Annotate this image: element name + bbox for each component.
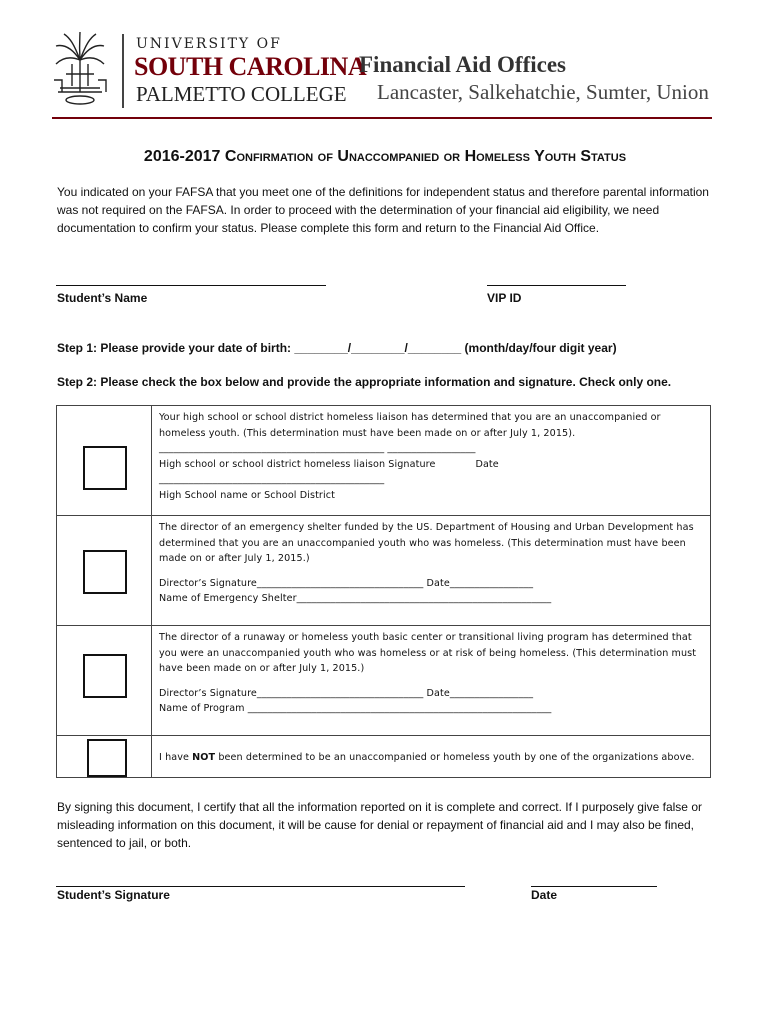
option-4-content xyxy=(159,750,700,766)
palmetto-tree-logo xyxy=(52,30,108,106)
vip-id-field[interactable] xyxy=(487,285,626,286)
options-table xyxy=(56,405,711,778)
option-2-name-line[interactable]: Name of Emergency Shelter____________________________________________________ xyxy=(159,593,552,604)
option-row-program xyxy=(57,626,710,736)
student-name-field[interactable] xyxy=(56,285,326,286)
option-3-text: The director of a runaway or homeless youth basic center or transitional living program has determined that you were an unaccompanied youth who was homeless or at risk of being homeless. (This determination must have been made on or after July 1, 2015.) xyxy=(159,632,697,674)
option-row-liaison xyxy=(57,406,710,516)
option-4-text xyxy=(159,750,700,766)
student-signature-label: Student’s Signature xyxy=(57,888,170,902)
option-1-name-label: High School name or School District xyxy=(159,489,335,501)
option-1-checkbox[interactable] xyxy=(83,446,127,490)
step2-instructions: Step 2: Please check the box below and provide the appropriate information and signature. Check only one. xyxy=(57,375,672,389)
signature-date-label: Date xyxy=(531,888,558,902)
option-row-shelter xyxy=(57,516,710,626)
step1-text: Step 1: Please provide your date of birth: ________/________/________ (month/day/four digit year) xyxy=(57,341,617,355)
option-3-checkbox[interactable] xyxy=(83,654,127,698)
university-line-2: SOUTH CAROLINA xyxy=(134,52,367,81)
step1-dob[interactable] xyxy=(57,341,617,355)
university-line-1: UNIVERSITY OF xyxy=(136,36,282,52)
header-divider xyxy=(122,34,124,108)
option-1-name-line[interactable]: ______________________________________________ xyxy=(159,474,385,485)
option-3-name-line[interactable]: Name of Program ______________________________________________________________ xyxy=(159,703,552,714)
option-3-content xyxy=(159,630,700,717)
office-title: Financial Aid Offices xyxy=(359,52,566,77)
option-4-checkbox[interactable] xyxy=(87,739,127,777)
signature-date-field[interactable] xyxy=(531,886,657,887)
option-4-text-bold: NOT xyxy=(192,752,216,763)
option-1-date-label: Date xyxy=(475,458,499,470)
option-1-signature-label xyxy=(159,457,700,473)
option-4-text-post: been determined to be an unaccompanied or homeless youth by one of the organizations above. xyxy=(215,752,695,763)
student-signature-field[interactable] xyxy=(56,886,465,887)
liaison-signature-label: High school or school district homeless liaison Signature xyxy=(159,458,436,470)
form-title: 2016-2017 Confirmation of Unaccompanied or Homeless Youth Status xyxy=(143,148,627,165)
option-2-content xyxy=(159,520,700,607)
student-name-label: Student’s Name xyxy=(57,291,148,305)
header-rule xyxy=(52,117,712,119)
intro-paragraph: You indicated on your FAFSA that you meet one of the definitions for independent status and therefore parental information was not required on the FAFSA. In order to proceed with the determination of your financial aid eligibility, we need documentation to confirm your status. Please complete this form and return to the Financial Aid Office. xyxy=(57,185,709,235)
option-2-text: The director of an emergency shelter funded by the US. Department of Housing and Urban Development has determined that you are an unaccompanied youth who was homeless. (This determination must have been made on or after July 1, 2015.) xyxy=(159,522,694,564)
vip-id-label: VIP ID xyxy=(487,291,522,305)
option-2-signature-line[interactable]: Director’s Signature__________________________________ Date_________________ xyxy=(159,577,534,589)
option-1-content xyxy=(159,410,700,503)
option-1-signature-line[interactable]: ______________________________________________ __________________ xyxy=(159,443,476,454)
university-line-3: PALMETTO COLLEGE xyxy=(136,82,347,106)
option-1-text: Your high school or school district homeless liaison has determined that you are an unaccompanied or homeless youth. (This determination must have been made on or after July 1, 2015). xyxy=(159,412,661,439)
option-row-not-determined xyxy=(57,736,710,779)
option-4-text-pre: I have xyxy=(159,752,193,763)
option-3-signature-line[interactable]: Director’s Signature__________________________________ Date_________________ xyxy=(159,687,534,699)
office-locations: Lancaster, Salkehatchie, Sumter, Union xyxy=(377,80,709,104)
option-2-checkbox[interactable] xyxy=(83,550,127,594)
certification-paragraph: By signing this document, I certify that all the information reported on it is complete and correct. If I purposely give false or misleading information on this document, it will be cause for denial or repayment of financial aid and I may also be fined, sentenced to jail, or both. xyxy=(57,800,702,850)
